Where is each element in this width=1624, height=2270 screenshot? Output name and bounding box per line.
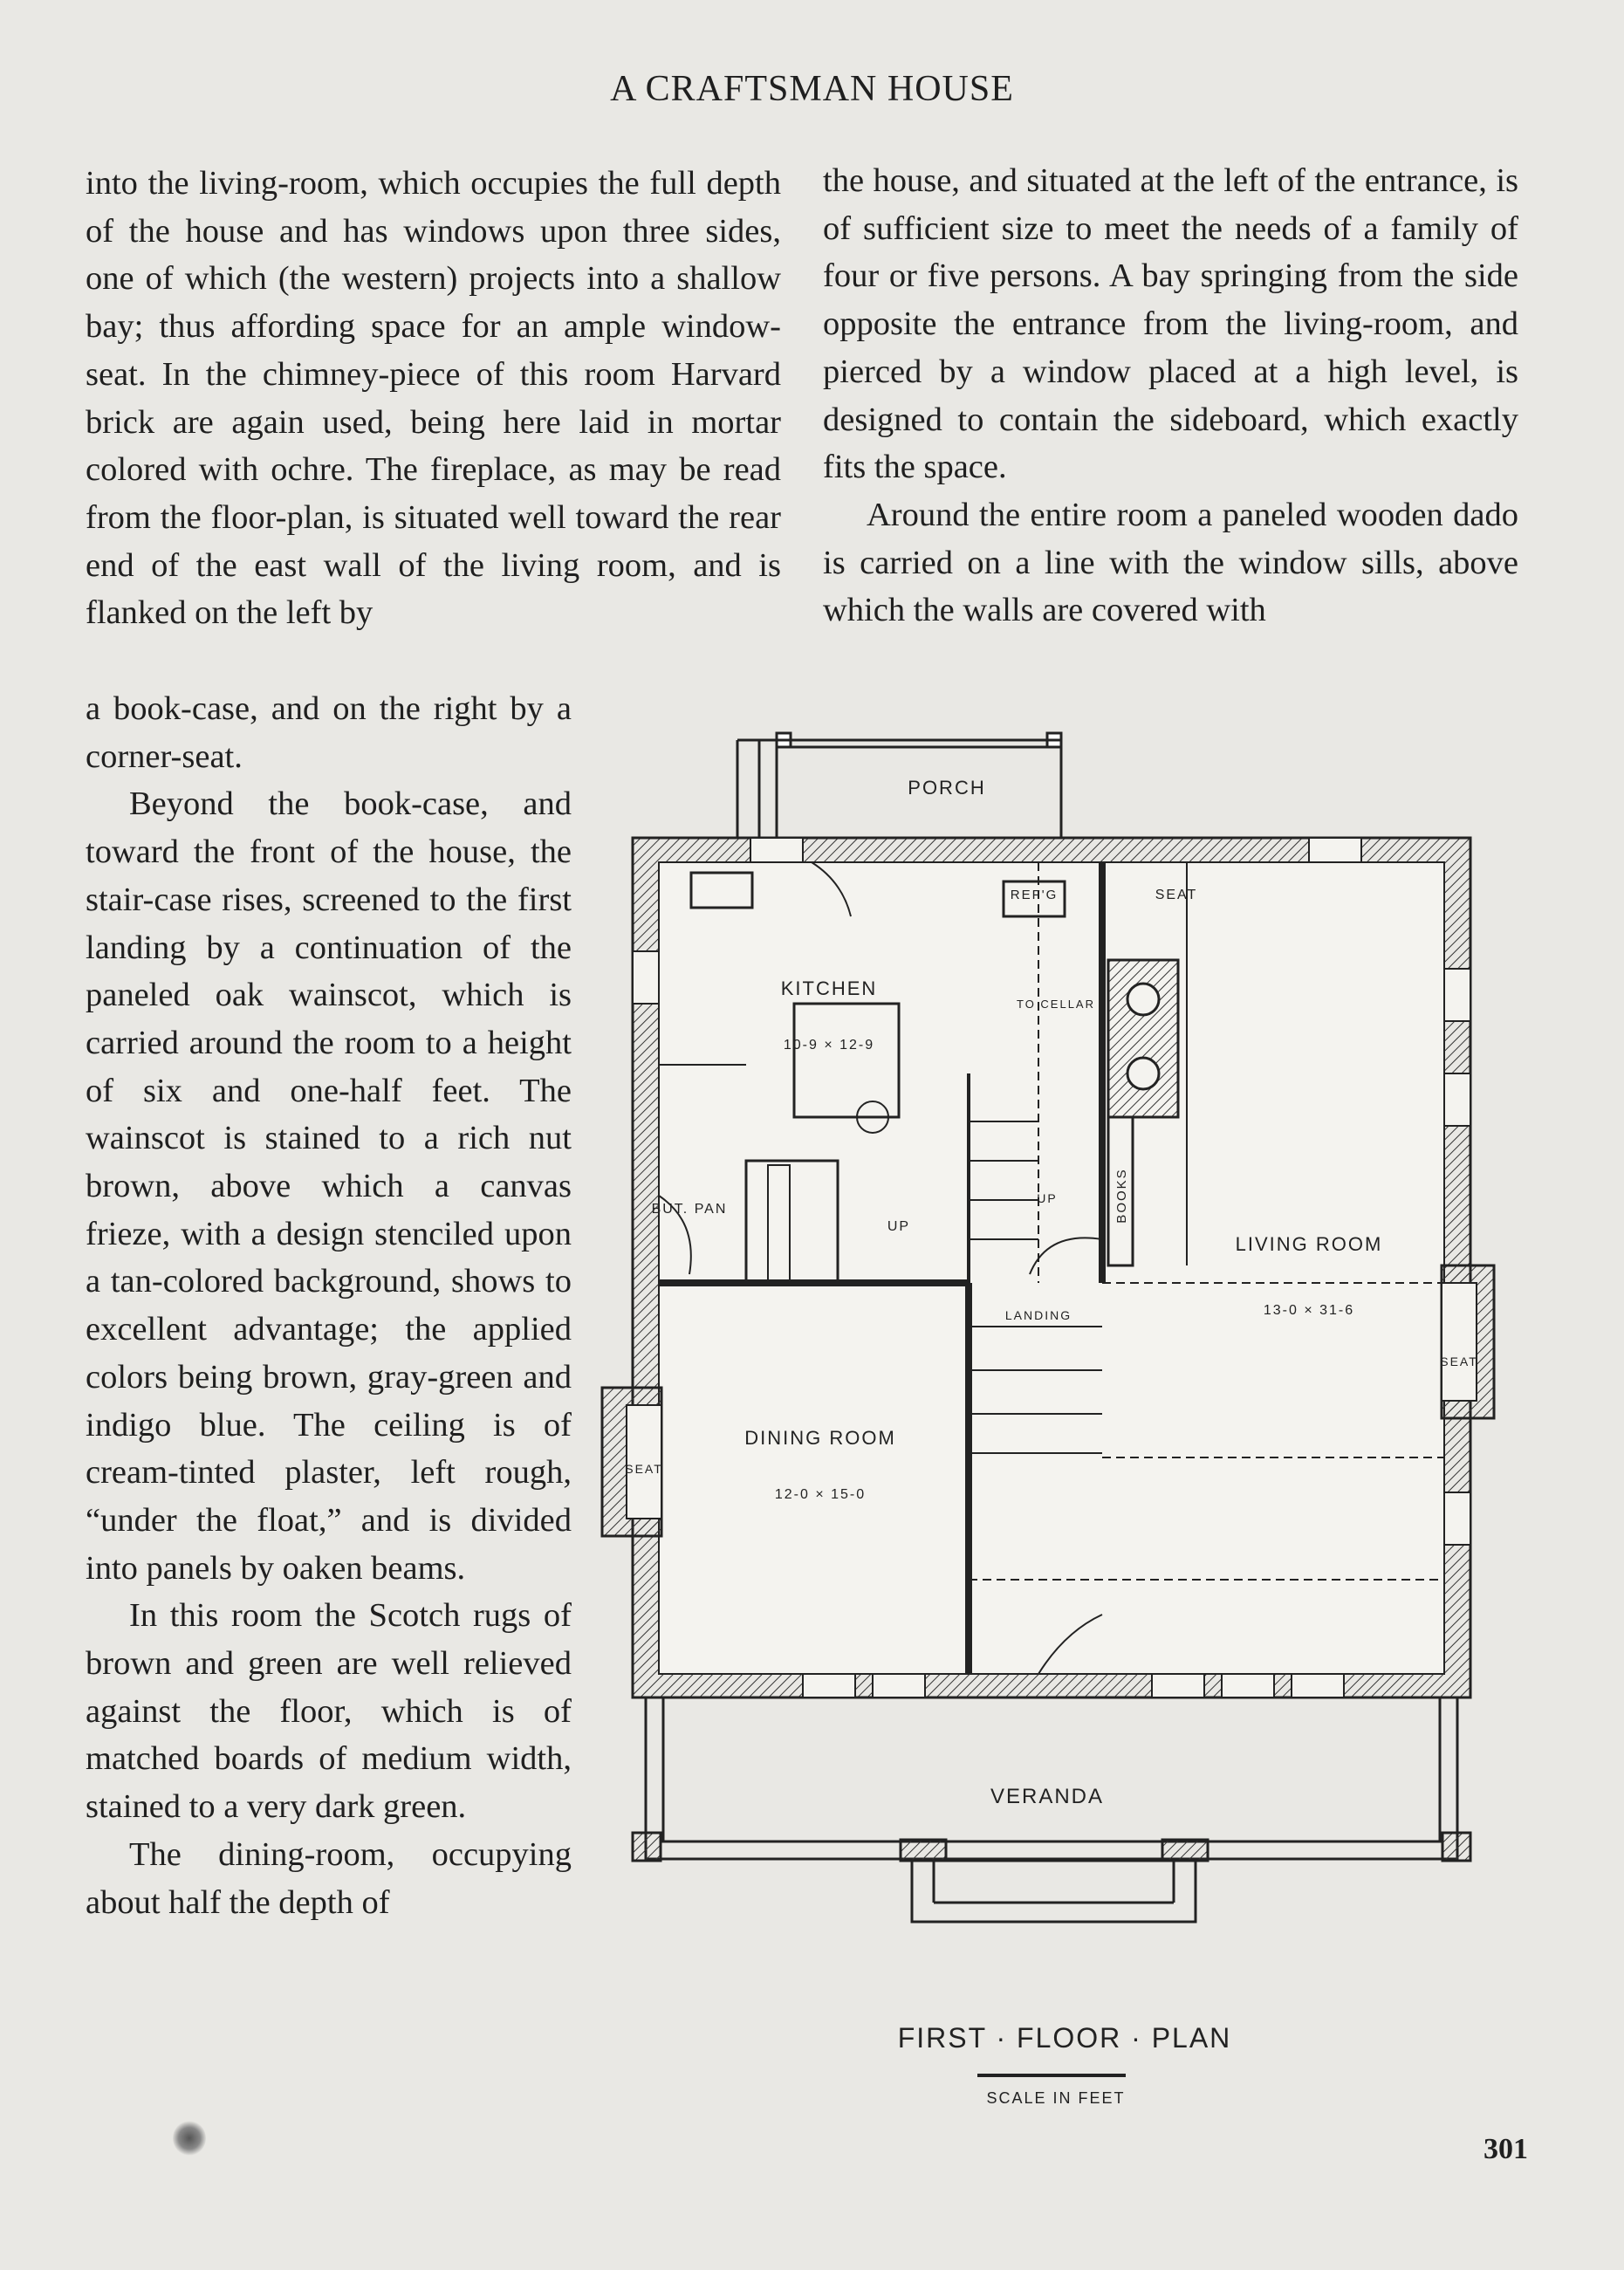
label-refrigerator: REF'G <box>1010 888 1059 902</box>
page-header: A CRAFTSMAN HOUSE <box>610 69 1014 109</box>
label-veranda: VERANDA <box>990 1785 1105 1808</box>
label-up-2: UP <box>1037 1191 1058 1205</box>
ink-smudge <box>173 2121 206 2156</box>
label-kitchen: KITCHEN <box>780 977 878 999</box>
paragraph: Beyond the book-case, and toward the front of the house, the stair-case rises, screened to the first landing by a continuation of the paneled oak wainscot, which is carried around the room to a height of six and one-half feet. The wainscot is stained to a rich nut brown, above which a canvas frieze, with a design stenciled upon a tan-colored background, shows to excellent advantage; the applied colors being brown, gray-green and indigo blue. The ceiling is of cream-tinted plaster, left rough, “under the float,” and is divided into panels by oaken beams. <box>86 785 572 1587</box>
porch <box>737 733 1061 838</box>
paragraph: into the living-room, which occupies the full depth of the house and has windows upon three sides, one of which (the western) projects into a shallow bay; thus affording space for an ample window-seat. In the chimney-piece of this room Harvard brick are again used, being here laid in mortar colored with ochre. The fireplace, as may be read from the floor-plan, is situated well toward the rear end of the east wall of the living room, and is flanked on the left by <box>86 165 781 632</box>
label-to-cellar: TO CELLAR <box>1016 998 1096 1011</box>
paragraph: a book-case, and on the right by a corner-seat. <box>86 690 572 775</box>
label-seat-left: SEAT <box>625 1462 663 1476</box>
paragraph: In this room the Scotch rugs of brown and green are well relieved against the floor, which is of matched boards of medium width, stained to a very dark green. <box>86 1597 572 1826</box>
label-living-room: LIVING ROOM <box>1235 1233 1383 1255</box>
left-column-top <box>86 160 781 637</box>
label-books: BOOKS <box>1114 1168 1129 1224</box>
first-floor-plan <box>593 707 1518 2121</box>
label-dining-room: DINING ROOM <box>744 1427 896 1449</box>
paragraph: the house, and situated at the left of the entrance, is of sufficient size to meet the needs of a family of four or five persons. A bay springing from the side opposite the entrance from the living-room, and pierced by a window placed at a high level, is designed to contain the sideboard, which exactly fits the space. <box>823 162 1518 486</box>
label-seat-top: SEAT <box>1155 888 1198 902</box>
label-dining-dims: 12-0 × 15-0 <box>774 1487 867 1502</box>
label-landing: LANDING <box>1004 1308 1072 1322</box>
paragraph: The dining-room, occupying about half the depth of <box>86 1835 572 1921</box>
plan-title: FIRST · FLOOR · PLAN <box>897 2022 1232 2054</box>
label-up-1: UP <box>887 1219 911 1234</box>
label-kitchen-dims: 10-9 × 12-9 <box>783 1038 875 1053</box>
right-column-top <box>823 157 1518 634</box>
scale-label: SCALE IN FEET <box>986 2089 1126 2107</box>
outer-walls <box>602 838 1494 1697</box>
label-living-dims: 13-0 × 31-6 <box>1263 1303 1355 1318</box>
label-but-pan: BUT. PAN <box>651 1202 728 1217</box>
left-column-bottom <box>86 685 572 1926</box>
veranda <box>633 1697 1470 1922</box>
paragraph: Around the entire room a paneled wooden dado is carried on a line with the window sills, above which the walls are covered with <box>823 496 1518 629</box>
label-porch: PORCH <box>908 777 986 799</box>
label-seat-right: SEAT <box>1440 1354 1478 1368</box>
page-number: 301 <box>1484 2133 1528 2165</box>
